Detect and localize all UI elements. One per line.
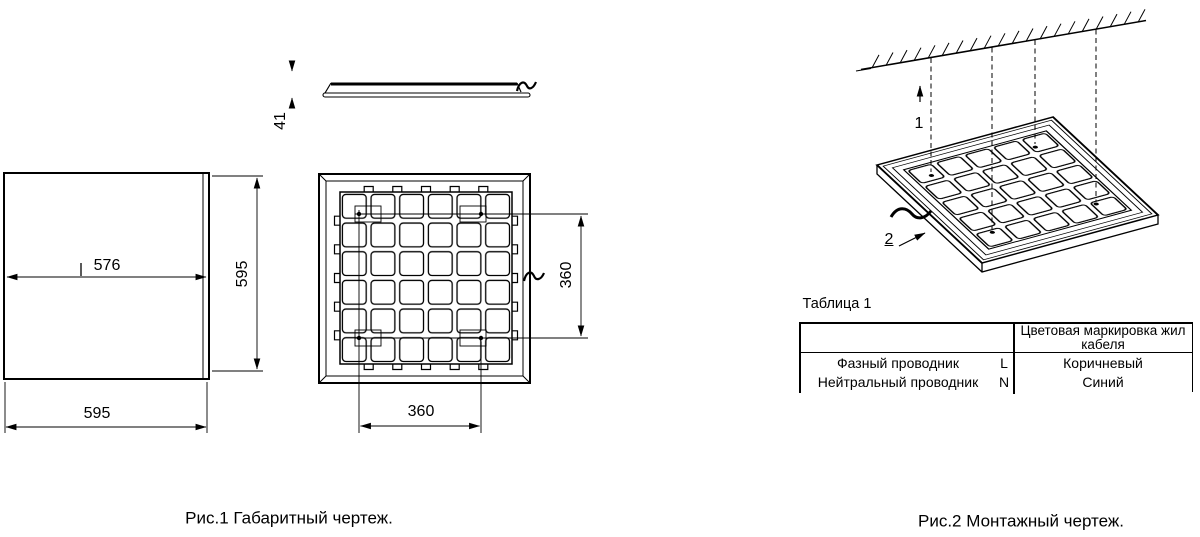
table-row-phase-color: Коричневый: [1063, 354, 1143, 371]
mounting-view-drawing: [856, 9, 1158, 272]
grid-view-drawing: [319, 174, 588, 433]
dim-label-mount-horizontal: 360: [407, 403, 435, 420]
cable-squiggle-front: [524, 273, 544, 281]
dim-label-mount-vertical: 360: [558, 261, 575, 289]
wire-color-table: [799, 322, 1193, 394]
figure1-caption: Рис.1 Габаритный чертеж.: [185, 508, 393, 528]
table-row-neutral-code: N: [998, 373, 1010, 390]
front-view-drawing: [4, 173, 263, 433]
dim-label-outer-width: 595: [83, 405, 111, 422]
ceiling-line: [861, 21, 1146, 70]
side-profile-drawing: [292, 61, 536, 108]
dim-label-outer-height: 595: [234, 260, 251, 288]
table1-title: Таблица 1: [802, 295, 872, 312]
table-row-neutral-name: Нейтральный проводник: [817, 373, 979, 390]
callout-1-mount-direction: 1: [914, 115, 924, 132]
table-row-phase-code: L: [1000, 354, 1008, 371]
figure2-caption: Рис.2 Монтажный чертеж.: [917, 511, 1125, 531]
cable-callout-arrow: [899, 233, 925, 246]
callout-2-cable: 2: [884, 231, 894, 248]
ceiling-hatching: [872, 9, 1145, 68]
dim-label-thickness: 41: [272, 112, 289, 130]
iso-panel: [877, 117, 1158, 263]
dim-label-inner-width: 576: [93, 257, 121, 274]
table-row-phase-name: Фазный проводник: [837, 354, 959, 371]
table-header-color-marking: Цветовая маркировка жил кабеля: [1020, 322, 1186, 352]
table-row-neutral-color: Синий: [1082, 373, 1124, 390]
